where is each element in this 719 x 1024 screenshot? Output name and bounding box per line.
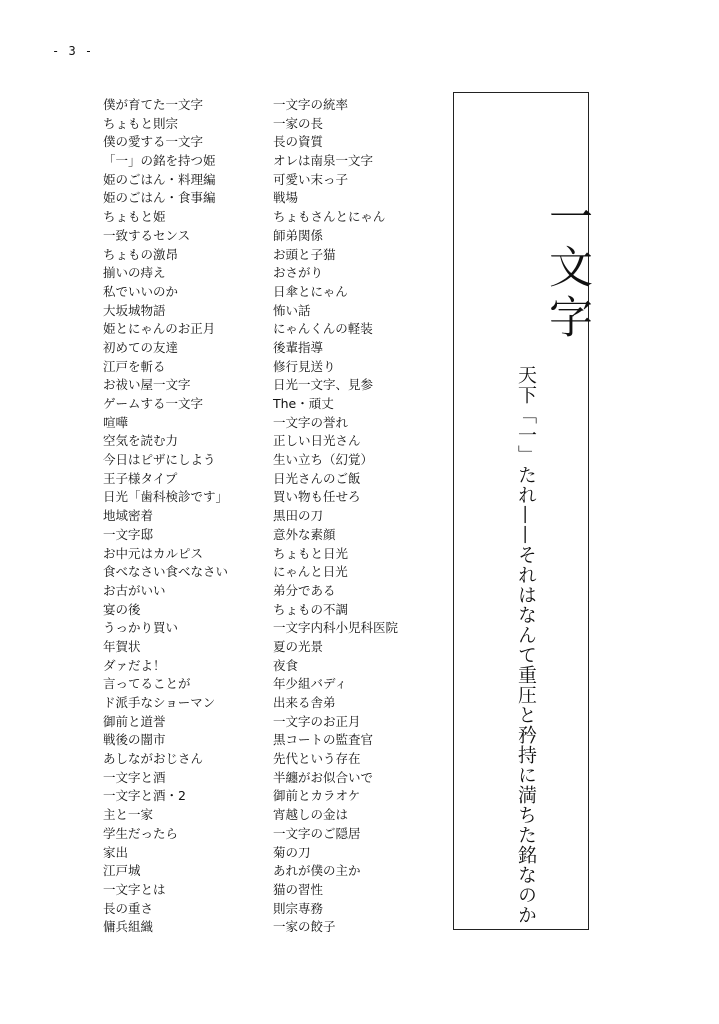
toc-entry: 意外な素顔 [273, 526, 336, 542]
toc-entry: 江戸城 [103, 863, 141, 879]
toc-entry: 江戸を斬る [103, 358, 166, 374]
toc-entry: 年少組バディ [273, 676, 348, 692]
toc-entry: オレは南泉一文字 [273, 153, 374, 169]
toc-entry: お祓い屋一文字 [103, 377, 191, 393]
toc-entry: 僕が育てた一文字 [103, 97, 204, 112]
toc-entry: 戦後の闇市 [103, 732, 166, 748]
toc-entry: 先代という存在 [273, 751, 361, 767]
toc-entry: 可愛い末っ子 [273, 171, 349, 187]
toc-entry: 一文字と酒・2 [103, 788, 186, 804]
title-box [453, 92, 592, 930]
toc-entry: お中元はカルピス [103, 545, 204, 561]
toc-entry: 言ってることが [103, 676, 191, 692]
toc-entry: 主と一家 [103, 807, 154, 823]
toc-entry: 一文字の統率 [273, 97, 349, 112]
toc-entry: 傭兵組織 [103, 919, 154, 935]
toc-entry: 大坂城物語 [103, 302, 166, 318]
toc-entry: 買い物も任せろ [273, 489, 361, 505]
toc-entry: 一家の長 [273, 115, 324, 131]
toc-entry: 空気を読む力 [103, 433, 179, 449]
toc-entry: 姫のごはん・食事編 [103, 190, 216, 206]
toc-entry: 日光さんのご飯 [273, 470, 361, 486]
table-of-contents-right-column [273, 96, 398, 937]
toc-entry: 戦場 [273, 190, 299, 206]
toc-entry: ちょもと日光 [273, 545, 349, 561]
toc-entry: 長の重さ [103, 900, 154, 916]
toc-entry: 弟分である [273, 582, 336, 598]
toc-entry: 長の資質 [273, 134, 324, 150]
toc-entry: お古がいい [103, 582, 166, 598]
toc-entry: The・頑丈 [273, 396, 334, 411]
toc-entry: あれが僕の主か [273, 863, 361, 879]
toc-entry: 一文字のお正月 [273, 713, 361, 729]
toc-entry: うっかり買い [103, 620, 179, 636]
toc-entry: ちょもの激昂 [103, 246, 179, 262]
toc-entry: 修行見送り [273, 358, 336, 374]
toc-entry: 宴の後 [103, 601, 141, 617]
toc-entry: 生い立ち（幻覚） [273, 452, 374, 468]
toc-entry: 怖い話 [273, 302, 311, 318]
toc-entry: 地域密着 [103, 508, 154, 524]
toc-entry: 御前とカラオケ [273, 788, 361, 804]
toc-entry: 私でいいのか [103, 283, 179, 299]
toc-entry: ゲームする一文字 [103, 396, 204, 411]
toc-entry: 一家の餃子 [273, 919, 336, 935]
toc-entry: 一文字邸 [103, 526, 154, 542]
toc-entry: 則宗専務 [273, 900, 324, 916]
toc-entry: 一文字と酒 [103, 769, 166, 785]
toc-entry: あしながおじさん [103, 751, 204, 767]
toc-entry: 姫のごはん・料理編 [103, 171, 216, 187]
toc-entry: 猫の習性 [273, 881, 324, 897]
toc-entry: にゃんくんの軽装 [273, 321, 373, 337]
toc-entry: 宵越しの金は [273, 807, 349, 823]
toc-entry: 喧嘩 [103, 414, 129, 430]
toc-entry: 一文字内科小児科医院 [273, 620, 399, 636]
toc-entry: 後輩指導 [273, 339, 324, 355]
toc-entry: 夜食 [273, 657, 299, 673]
page-number: - 3 - [52, 44, 94, 58]
toc-entry: 王子様タイプ [103, 470, 178, 486]
toc-entry: おさがり [273, 265, 324, 281]
toc-entry: 家出 [103, 844, 129, 860]
toc-entry: 日傘とにゃん [273, 283, 348, 299]
toc-entry: 学生だったら [103, 825, 179, 841]
toc-entry: 夏の光景 [273, 638, 324, 654]
toc-entry: 日光一文字、見参 [273, 377, 374, 393]
toc-entry: 「一」の銘を持つ姫 [103, 153, 216, 169]
toc-entry: ちょもと則宗 [103, 115, 179, 131]
toc-entry: ちょもと姫 [103, 209, 166, 225]
toc-entry: ダァだよ！ [103, 657, 166, 673]
book-title: 一文字 [541, 194, 592, 344]
toc-entry: 一致するセンス [103, 227, 191, 243]
toc-entry: 半纏がお似合いで [273, 769, 374, 785]
toc-entry: 黒田の刀 [273, 508, 324, 524]
toc-entry: 菊の刀 [273, 844, 311, 860]
toc-entry: 一文字のご隠居 [273, 825, 361, 841]
table-of-contents-left-column [103, 96, 228, 937]
toc-entry: 御前と道誉 [103, 713, 166, 729]
toc-entry: 一文字の誉れ [273, 414, 349, 430]
toc-entry: 姫とにゃんのお正月 [103, 321, 216, 337]
toc-entry: 一文字とは [103, 881, 166, 897]
toc-entry: 初めての友達 [103, 339, 179, 355]
toc-entry: にゃんと日光 [273, 564, 348, 580]
toc-entry: 師弟関係 [273, 227, 324, 243]
toc-entry: ちょもの不調 [273, 601, 349, 617]
toc-entry: 揃いの痔え [103, 265, 166, 281]
toc-entry: 僕の愛する一文字 [103, 134, 204, 150]
toc-entry: 今日はピザにしよう [103, 452, 216, 468]
toc-entry: 日光「歯科検診です」 [103, 489, 229, 505]
toc-entry: 出来る舎弟 [273, 695, 336, 710]
toc-entry: お頭と子猫 [273, 246, 336, 262]
book-subtitle: 天下「一」たれ——それはなんて重圧と矜持に満ちた銘なのか [515, 365, 537, 925]
toc-entry: 年賀状 [103, 638, 141, 654]
toc-entry: 正しい日光さん [273, 433, 361, 449]
toc-entry: ちょもさんとにゃん [273, 209, 386, 225]
toc-entry: ド派手なショーマン [103, 695, 216, 710]
toc-entry: 食べなさい食べなさい [103, 564, 229, 580]
toc-entry: 黒コートの監査官 [273, 732, 374, 748]
